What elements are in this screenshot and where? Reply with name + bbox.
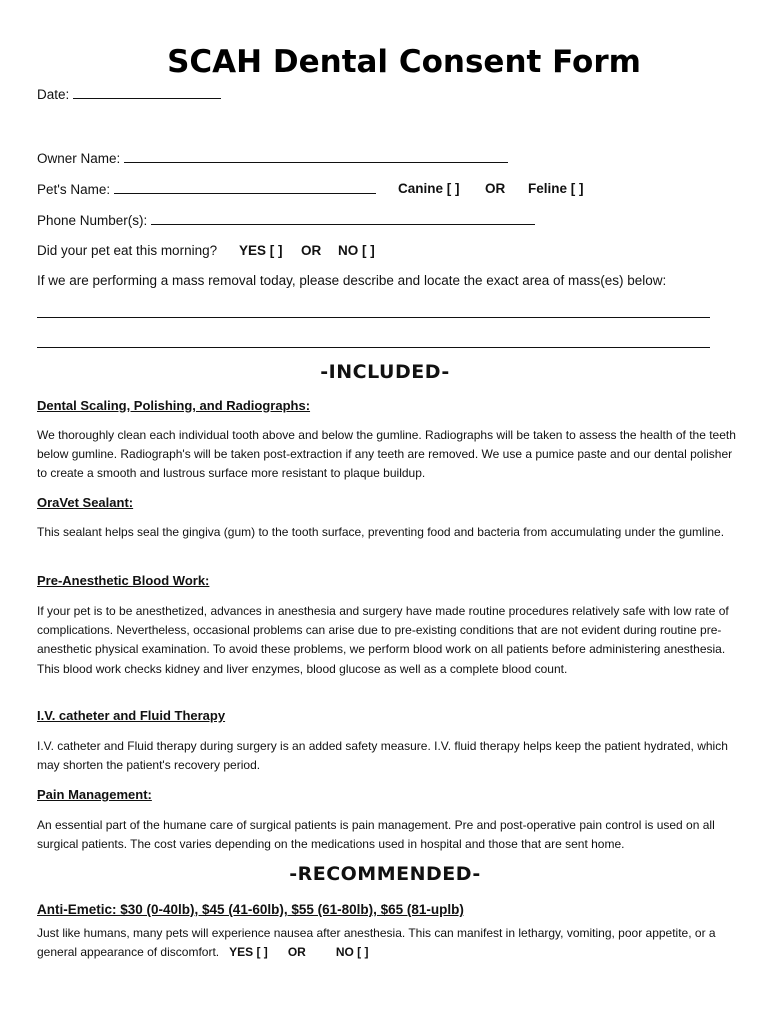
feline-checkbox[interactable]: Feline [ ] [528, 181, 584, 196]
ate-no-checkbox[interactable]: NO [ ] [338, 243, 375, 258]
oravet-text: This sealant helps seal the gingiva (gum) to the tooth surface, preventing food and bacteria from accumulating under the gumline. [37, 525, 725, 539]
bloodwork-text: If your pet is to be anesthetized, advances in anesthesia and surgery have made routine procedures relatively safe with low rate of complications. Nevertheless, occasional problems can arise due to pre-existing conditions that are not evident during routine pre-anesthetic physical examination. To avoid these problems, we perform blood work on all patients before administering anesthesia. This blood work checks kidney and liver enzymes, blood glucose as well as a complete blood count. [37, 604, 729, 676]
phone-label: Phone Number(s): [37, 213, 148, 228]
dental-scaling-heading: Dental Scaling, Polishing, and Radiographs: [37, 398, 311, 413]
antiemetic-heading: Anti-Emetic: $30 (0-40lb), $45 (41-60lb), $55 (61-80lb), $65 (81-uplb) [37, 902, 464, 917]
antiemetic-yes-checkbox[interactable]: YES [ ] [229, 945, 268, 960]
form-title: SCAH Dental Consent Form [167, 44, 641, 80]
mass-answer-line-2[interactable] [37, 347, 710, 348]
pain-management-heading: Pain Management: [37, 787, 152, 802]
iv-catheter-heading: I.V. catheter and Fluid Therapy [37, 708, 226, 723]
date-field [37, 86, 221, 102]
phone-field [37, 212, 535, 228]
mass-answer-line-1[interactable] [37, 317, 710, 318]
pet-name-label: Pet's Name: [37, 182, 111, 197]
ate-question: Did your pet eat this morning? [37, 243, 218, 258]
pain-management-text: An essential part of the humane care of surgical patients is pain management. Pre and post-operative pain control is used on all surgical patients. The cost varies depending on the medications used in hospital and those that are sent home. [37, 818, 715, 852]
phone-input-line[interactable] [151, 212, 535, 225]
pet-name-input-line[interactable] [114, 181, 376, 194]
date-input-line[interactable] [73, 86, 221, 99]
pet-name-field [37, 181, 376, 197]
iv-catheter-text: I.V. catheter and Fluid therapy during surgery is an added safety measure. I.V. fluid therapy helps keep the patient hydrated, which may shorten the patient's recovery period. [37, 739, 728, 773]
owner-name-field [37, 150, 508, 166]
ate-yes-checkbox[interactable]: YES [ ] [239, 243, 283, 258]
date-label: Date: [37, 87, 70, 102]
owner-name-label: Owner Name: [37, 151, 121, 166]
antiemetic-description: Just like humans, many pets will experience nausea after anesthesia. This can manifest in lethargy, vomiting, poor appetite, or a general appearance of discomfort. [37, 926, 716, 960]
oravet-heading: OraVet Sealant: [37, 495, 134, 510]
mass-question: If we are performing a mass removal today, please describe and locate the exact area of mass(es) below: [37, 273, 667, 288]
included-section-header: -INCLUDED- [320, 361, 450, 383]
owner-name-input-line[interactable] [124, 150, 508, 163]
ate-or-label: OR [301, 243, 322, 258]
species-or-label: OR [485, 181, 506, 196]
antiemetic-no-checkbox[interactable]: NO [ ] [335, 945, 369, 960]
antiemetic-or-label: OR [287, 945, 306, 960]
recommended-section-header: -RECOMMENDED- [289, 863, 481, 885]
dental-scaling-text: We thoroughly clean each individual tooth above and below the gumline. Radiographs will be taken to assess the health of the teeth below gumline. Radiograph's will be taken post-extraction if any teeth are removed. We use a pumice paste and our dental polisher to create a smooth and lustrous surface more resistant to plaque buildup. [37, 428, 736, 481]
antiemetic-text [37, 924, 737, 962]
bloodwork-heading: Pre-Anesthetic Blood Work: [37, 573, 210, 588]
canine-checkbox[interactable]: Canine [ ] [398, 181, 460, 196]
